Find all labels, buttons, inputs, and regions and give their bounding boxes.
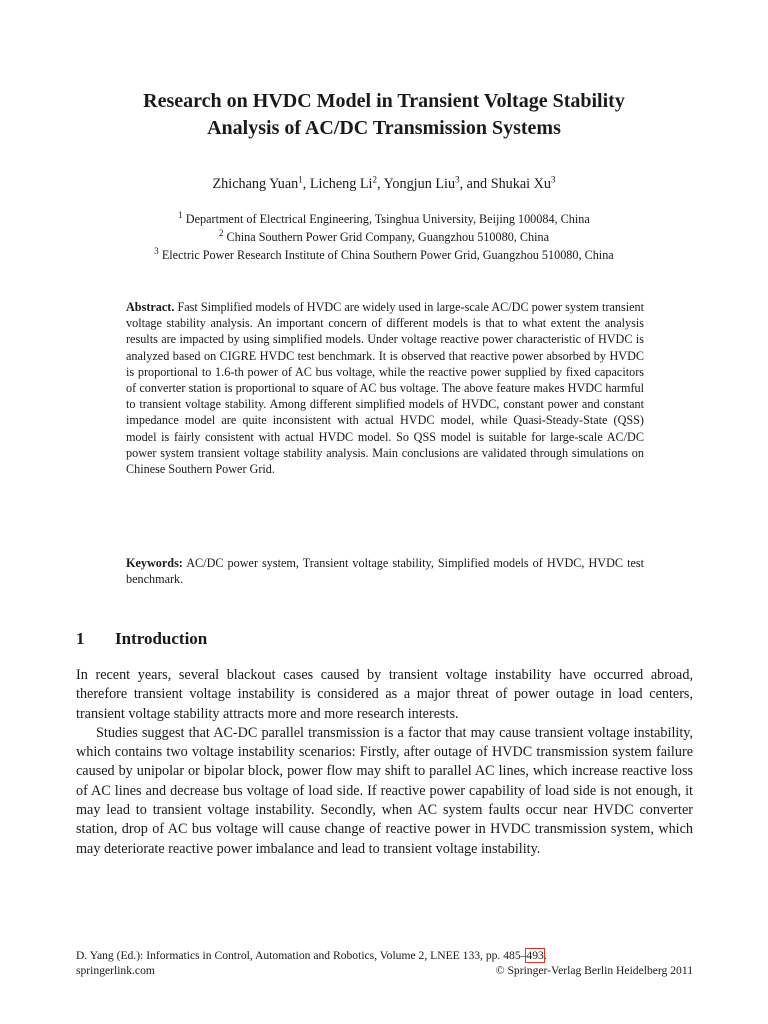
author-separator: , and xyxy=(459,176,491,192)
affiliation-item xyxy=(40,228,728,246)
abstract xyxy=(126,299,644,477)
body-paragraph: Studies suggest that AC-DC parallel transmission is a factor that may cause transient voltage instability, which contains two voltage instability scenarios: Firstly, after outage of HVDC transmission system failure caused by unipolar or bipolar block, power flow may shift to parallel AC lines, which increase reactive loss of AC lines and decrease bus voltage of load side. If reactive power capability of load side is not enough, it may lead to transient voltage instability. Secondly, when AC system faults occur near HVDC converter station, drop of AC bus voltage will cause change of reactive power in HVDC transmission system, which may deteriorate reactive power imbalance and lead to transient voltage instability. xyxy=(76,724,693,857)
affiliation-item xyxy=(40,246,728,264)
affiliation-text: Department of Electrical Engineering, Tsinghua University, Beijing 100084, China xyxy=(182,212,590,226)
introduction-body xyxy=(76,666,693,859)
copyright-notice: © Springer-Verlag Berlin Heidelberg 2011 xyxy=(495,964,693,977)
affiliation-number: 3 xyxy=(154,245,159,256)
section-heading xyxy=(76,628,207,650)
publisher-site: springerlink.com xyxy=(76,964,155,977)
affiliation-text: China Southern Power Grid Company, Guangzhou 510080, China xyxy=(223,230,550,244)
page-range-link[interactable]: 493 xyxy=(526,949,544,962)
paper-title-line-2: Analysis of AC/DC Transmission Systems xyxy=(207,117,561,139)
author-affiliation-mark: 1 xyxy=(298,174,303,185)
author-list xyxy=(40,175,728,193)
paper-title-line-1: Research on HVDC Model in Transient Voltage Stability xyxy=(143,90,625,112)
affiliation-number: 2 xyxy=(218,227,224,238)
affiliation-list xyxy=(40,210,728,264)
section-number: 1 xyxy=(76,629,85,648)
body-paragraph: In recent years, several blackout cases caused by transient voltage instability have occurred abroad, therefore transient voltage instability is considered as a major threat of power outage in load centers, transient voltage stability attracts more and more research interests. xyxy=(76,667,693,722)
affiliation-number: 1 xyxy=(178,209,183,220)
page-footer xyxy=(76,948,693,978)
author-name: Licheng Li xyxy=(309,176,373,192)
citation-line xyxy=(76,948,693,963)
citation-text: D. Yang (Ed.): Informatics in Control, Automation and Robotics, Volume 2, LNEE 133, pp. 485– xyxy=(76,949,527,962)
keywords-label: Keywords: xyxy=(126,556,183,570)
author-name: Shukai Xu xyxy=(490,176,551,192)
author-name: Zhichang Yuan xyxy=(212,176,299,192)
author-separator: , xyxy=(377,176,384,192)
author-name: Yongjun Liu xyxy=(383,176,456,192)
author-affiliation-mark: 2 xyxy=(372,174,377,185)
abstract-text: Fast Simplified models of HVDC are widely used in large-scale AC/DC power system transient voltage stability analysis. An important concern of different models is that to what extent the analysis results are impacted by using simplified models. Under voltage reactive power characteristic of HVDC is analyzed based on CIGRE HVDC test benchmark. It is observed that reactive power absorbed by HVDC is proportional to 1.6-th power of AC bus voltage, while the reactive power supplied by fixed capacitors of converter station is proportional to square of AC bus voltage. The above feature makes HVDC harmful to transient voltage stability. Among different simplified models of HVDC, constant power and constant impedance model are quite inconsistent with actual HVDC model, while Quasi-Steady-State (QSS) model is fairly consistent with actual HVDC model. So QSS model is suitable for large-scale AC/DC power system transient voltage stability analysis. Main conclusions are validated through simulations on Chinese Southern Power Grid. xyxy=(126,300,644,477)
keywords xyxy=(126,555,644,587)
author-affiliation-mark: 3 xyxy=(551,174,556,185)
citation-end: . xyxy=(543,949,547,962)
paper-title xyxy=(40,88,728,142)
section-title: Introduction xyxy=(115,629,208,648)
abstract-label: Abstract. xyxy=(126,300,175,314)
author-separator: , xyxy=(302,176,310,192)
publisher-line xyxy=(76,963,693,978)
affiliation-text: Electric Power Research Institute of China Southern Power Grid, Guangzhou 510080, China xyxy=(158,248,614,262)
author-affiliation-mark: 3 xyxy=(455,174,460,185)
keywords-text: AC/DC power system, Transient voltage stability, Simplified models of HVDC, HVDC test benchmark. xyxy=(126,556,644,587)
affiliation-item xyxy=(40,210,728,228)
